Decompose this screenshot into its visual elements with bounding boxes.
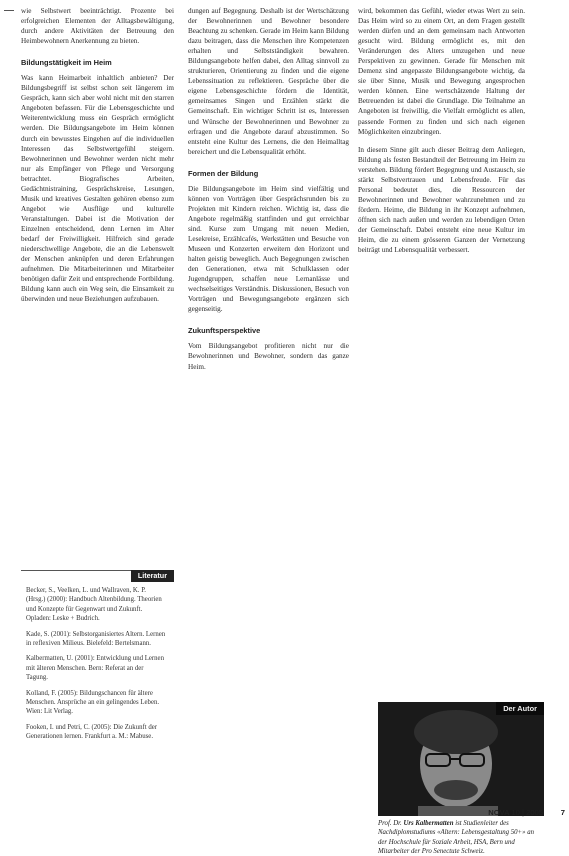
column-2	[188, 6, 349, 372]
column-3	[358, 6, 525, 255]
col1-body: Was kann Heimarbeit inhaltlich anbieten? Der Bildungsbegriff ist selbst schon seit längerem im Gespräch, kann sich aber wohl nicht mit den starren Angeboten befassen. Für die Lebensgeschichte und Weiterentwicklung muss ein Gespräch ermöglicht werden. Die Bildungsangebote im Heim können durch ein bewusstes Eingehen auf die individuellen Interessen das Selbstwertgefühl steigern. Bewohnerinnen und Bewohner werden nicht mehr nur als Empfänger von Pflege und Versorgung betrachtet. Biografisches Arbeiten, Gedächtnistraining, Gesprächskreise, Lesungen, Musik und kreatives Gestalten gehören ebenso zum Angebot wie Ausflüge und kulturelle Veranstaltungen. Dabei ist die Motivation der Einzelnen entscheidend, denn Lernen im Alter bedarf der Freiwilligkeit. Hilfreich sind gerade niederschwellige Angebote, die an die Lebenswelt der Menschen anknüpfen und deren Erfahrungen aufnehmen. Die Mitarbeiterinnen und Mitarbeiter benötigen dafür Zeit und entsprechende Fortbildung. Bildung kann auch ein Weg sein, die Einsamkeit zu überwinden und neue Beziehungen aufzubauen.	[21, 74, 174, 304]
col2-paragraph: dungen auf Begegnung. Deshalb ist der Wertschätzung der Bewohnerinnen und Bewohner besondere Beachtung zu schenken. Gerade im Heim kann Bildung dazu beitragen, dass die Menschen ihre Kompetenzen erhalten und Selbstständigkeit bewahren. Bildungsangebote helfen dabei, den Alltag sinnvoll zu strukturieren, Orientierung zu finden und die eigene Lebenssituation zu reflektieren. Gespräche über die eigene Lebensgeschichte fördern die Identität, gemeinsames Singen und Erzählen stärkt die Gemeinschaft. Ein wichtiger Schritt ist es, Interessen und Wünsche der Bewohnerinnen und Bewohner zu erfragen und die Angebote darauf abzustimmen. So entsteht eine Kultur des Lernens, die den Heimalltag bereichert und die Lebensqualität erhöht.	[188, 7, 349, 156]
col3-paragraph: In diesem Sinne gilt auch dieser Beitrag dem Anliegen, Bildung als festen Bestandteil der Betreuung im Heim zu verstehen. Bildung fördert Begegnung und Austausch, sie stärkt Selbstvertrauen und Lebensfreude. Für das Personal bedeutet dies, die Ressourcen der Bewohnerinnen und Bewohner wahrzunehmen und zu fördern. Heime, die Bildung in ihr Konzept aufnehmen, öffnen sich nach außen und werden zu lebendigen Orten der Gemeinschaft. Dabei entsteht eine neue Kultur im Heim, die zu einem grösseren Ganzen der Vernetzung beiträgt und Lebensqualität verbessert.	[358, 145, 525, 255]
literature-entry: Kalbermatten, U. (2001): Entwicklung und Lernen mit älteren Menschen. Bern: Referat an der Tagung.	[26, 655, 164, 682]
col1-intro: wie Selbstwert beeinträchtigt. Prozente bei erfolgreichen Elementen der Alltagsbewältigung, durch andere Aktivitäten der Betreuung den Heimbewohnern Anerkennung zu bieten.	[21, 7, 174, 46]
column-1	[21, 6, 174, 304]
col2-paragraph: Die Bildungsangebote im Heim sind vielfältig und können von Vorträgen über Gesprächsrunden bis zu Projekten mit Kindern reichen. Wichtig ist, dass die Angebote regelmäßig stattfinden und gut erreichbar sind. Kurse zum Umgang mit neuen Medien, Lesekreise, Erzählcafés, Werkstätten und Besuche von Museen und Konzerten erweitern den Horizont und halten geistig beweglich. Auch Begegnungen zwischen den Generationen, etwa mit Schulklassen oder Jugendgruppen, schaffen neue Lernanlässe und wechselseitiges Verständnis. Diskussionen, Besuch von Vorträgen und Bewegungsangebote ergänzen sich gegenseitig.	[188, 184, 349, 314]
author-photo	[378, 702, 544, 816]
section-heading-bildungstaetigkeit: Bildungstätigkeit im Heim	[21, 58, 112, 68]
literature-title: Literatur	[131, 570, 174, 582]
literature-entry: Fooken, I. und Petri, C. (2005): Die Zukunft der Generationen lernen. Frankfurt a. M.: Mabuse.	[26, 723, 158, 741]
literature-list	[26, 586, 166, 748]
author-tag: Der Autor	[496, 702, 544, 715]
literature-header	[21, 570, 174, 582]
literature-entry: Kolland, F. (2005): Bildungschancen für ältere Menschen. Ansprüche an ein gelingendes Leben. Wien: Lit Verlag.	[26, 689, 160, 716]
literature-entry: Kade, S. (2001): Selbstorganisiertes Altern. Lernen in reflexiven Milieus. Bielefeld: Bertelsmann.	[26, 630, 166, 648]
margin-rule	[4, 10, 14, 11]
author-description: ist Studienleiter des Nachdiplomstudiums «Altern: Lebensgestaltung 50+» an der Hochschule für Soziale Arbeit, HSA, Bern und Mitarbeiter der Pro Senectute Schweiz.	[378, 820, 534, 855]
author-title: Prof. Dr.	[378, 820, 402, 827]
author-portrait-image	[378, 702, 544, 816]
footer-issue	[488, 808, 543, 817]
page-number: 7	[560, 808, 565, 817]
author-caption	[378, 819, 544, 856]
section-heading-zukunft: Zukunftsperspektive	[188, 326, 261, 336]
author-box	[378, 702, 544, 856]
col2-paragraph: Vom Bildungsangebot profitieren nicht nur die Bewohnerinnen und Bewohner, sondern das ganze Heim.	[188, 342, 349, 371]
author-name: Urs Kalbermatten	[403, 820, 454, 827]
literature-entry: Becker, S., Veelken, L. und Wallraven, K. P. (Hrsg.) (2000): Handbuch Altenbildung. Theorien und Konzepte für Gegenwart und Zukunft. Opladen: Leske + Budrich.	[26, 587, 162, 623]
col3-paragraph: wird, bekommen das Gefühl, wieder etwas Wert zu sein. Das Heim wird so zu einem Ort, an dem Fragen gestellt werden dürfen und an dem gemeinsam nach Antworten gesucht wird. Bildung ermöglicht es, mit den Veränderungen des Alters umzugehen und neue Perspektiven zu gewinnen. Gerade für Menschen mit Demenz sind angepasste Bildungsangebote wichtig, da sie über Sinne, Musik und Bewegung angesprochen werden können. Eine wertschätzende Haltung der Betreuenden ist dabei die Grundlage. Die Teilnahme an Angeboten ist freiwillig, die Vielfalt ermöglicht es allen, passende Formen zu finden und sich nach eigenen Möglichkeiten einzubringen.	[358, 7, 525, 136]
magazine-name: NOVA	[488, 808, 510, 817]
section-heading-formen: Formen der Bildung	[188, 168, 259, 178]
issue-number: 10 | 2005	[511, 808, 543, 817]
